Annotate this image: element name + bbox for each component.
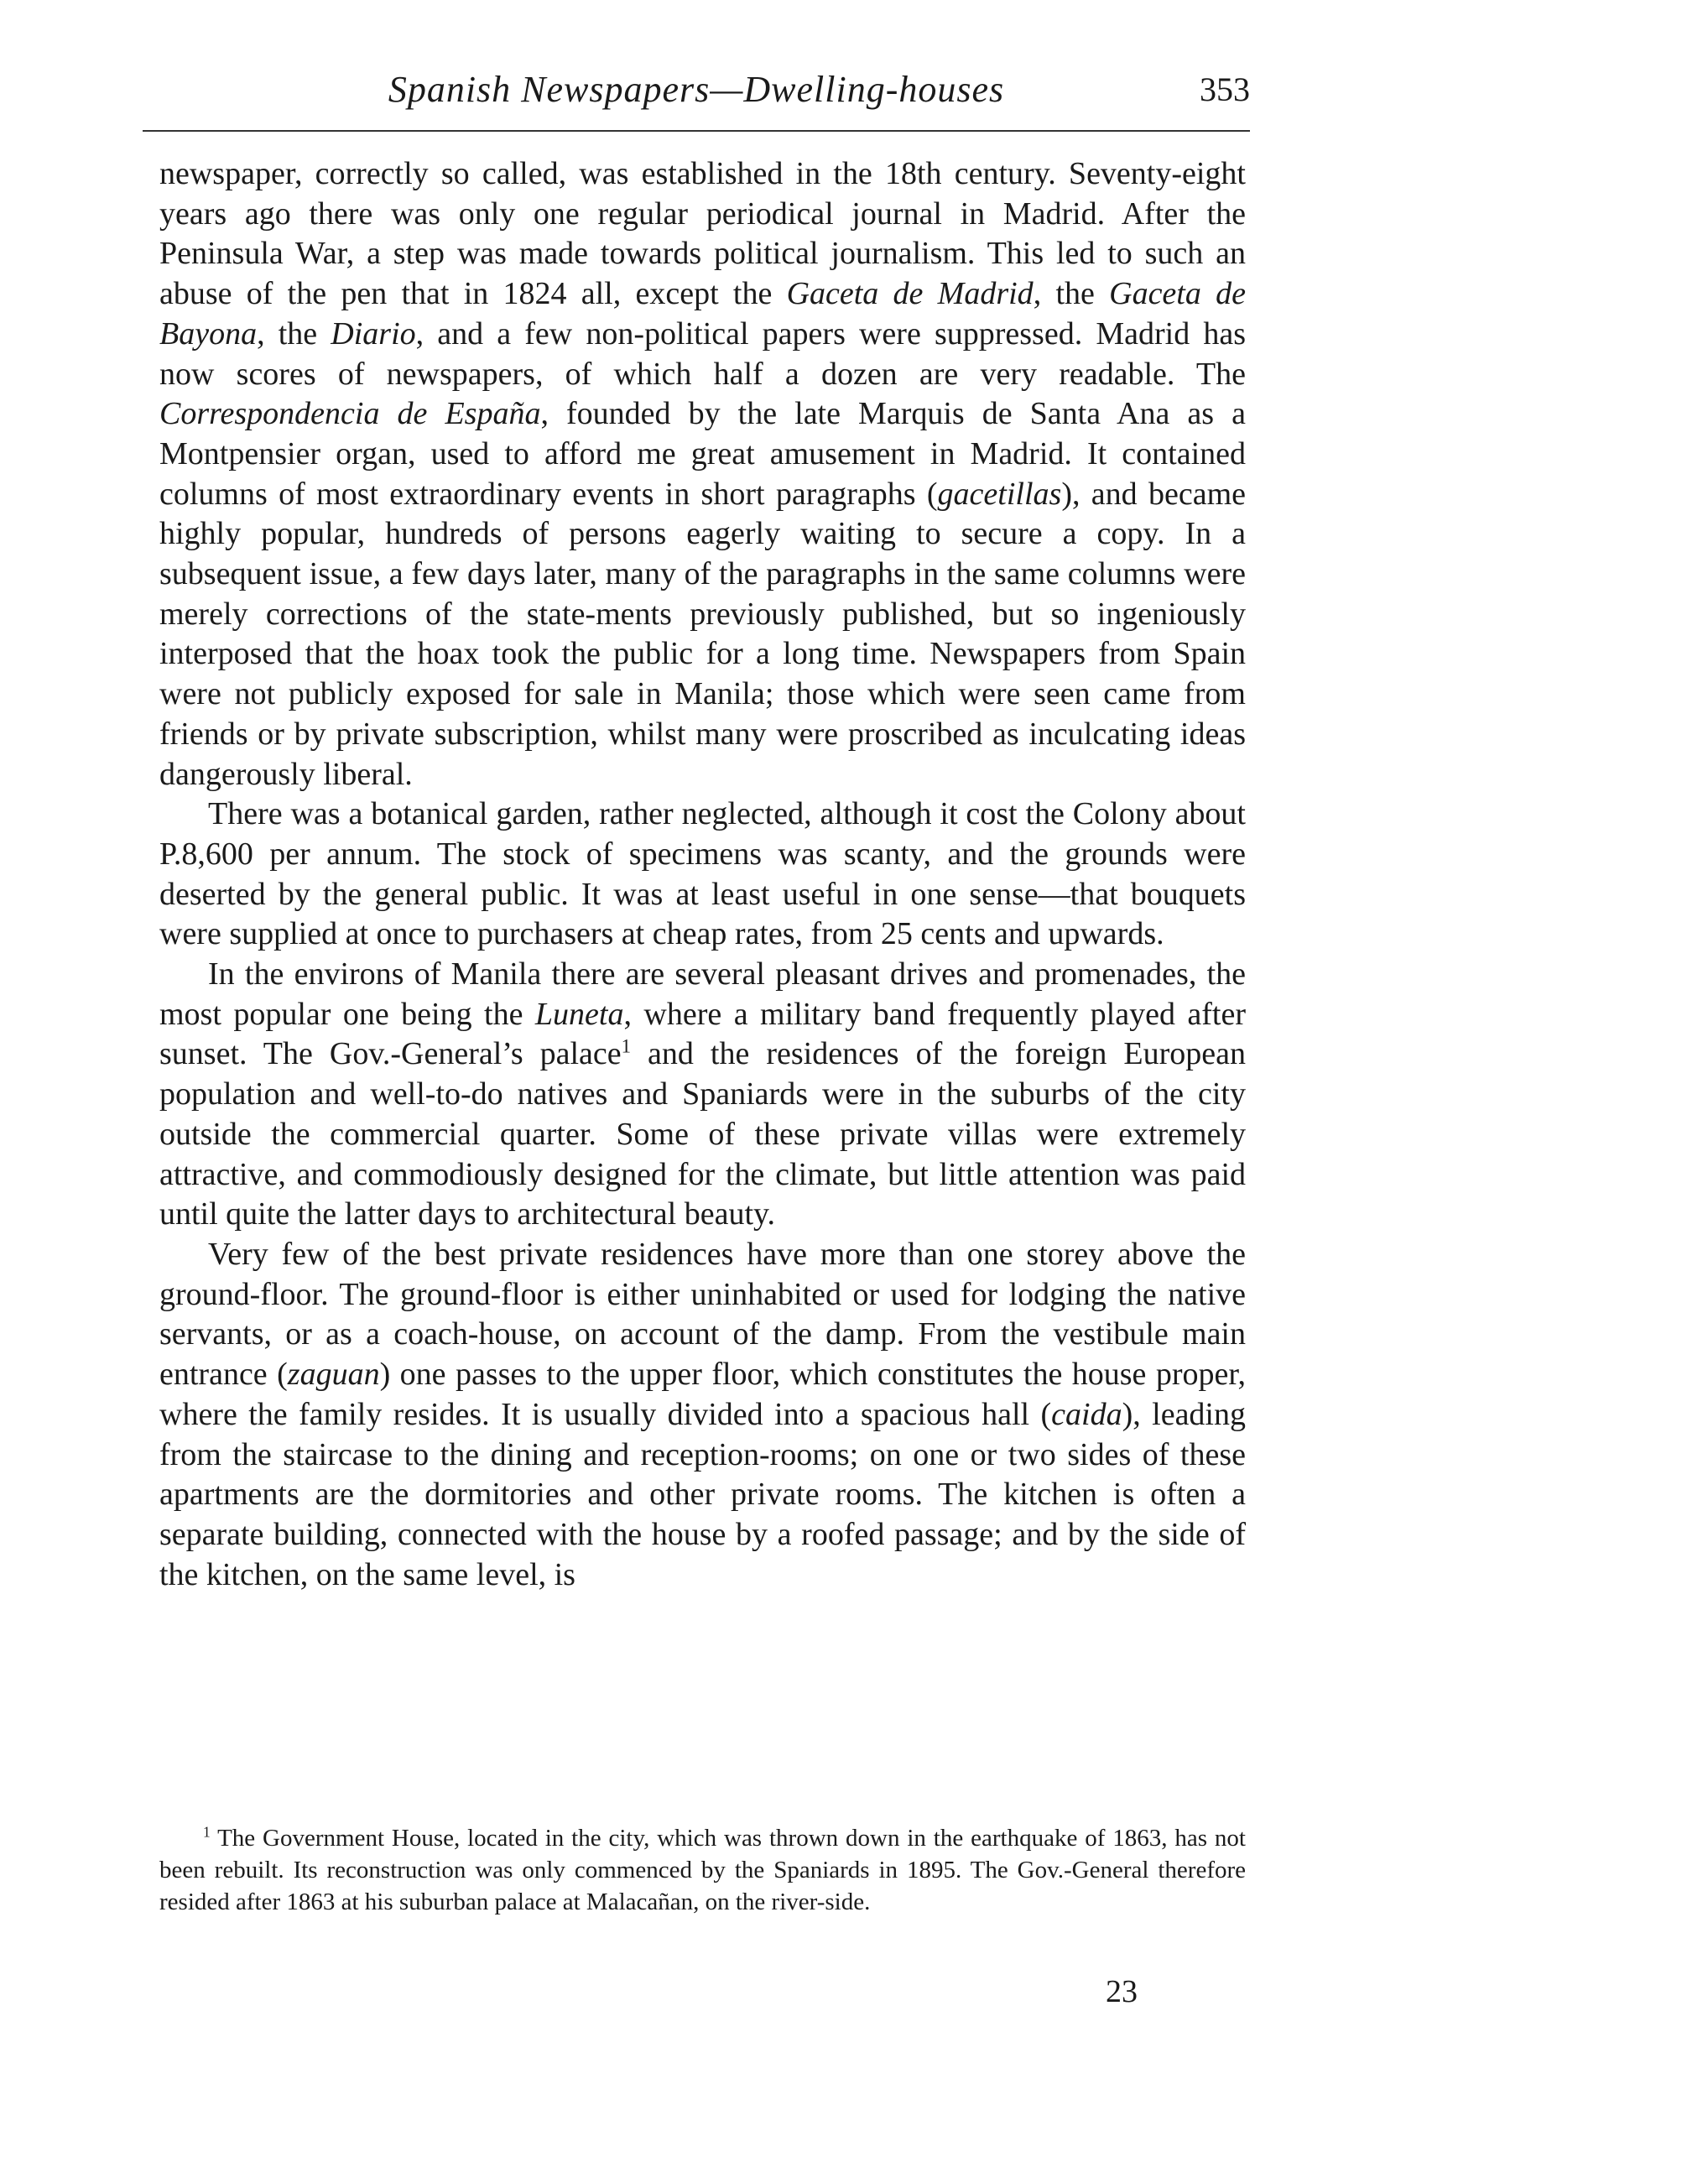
italic-title: Diario	[331, 315, 416, 352]
text-run: , the	[257, 315, 331, 352]
text-run: , founded by the late Marquis de Santa Ana as a Montpensier organ, used to afford me great amusement in Madrid. It contained columns of most extraordinary events in short paragraphs (	[159, 396, 1247, 512]
footnote-reference: 1	[621, 1035, 632, 1057]
italic-term: gacetillas	[937, 476, 1062, 512]
text-run: ), and became highly popular, hundreds of persons eagerly waiting to secure a copy. In a subsequent issue, a few days later, many of the paragraphs in the same columns were merely corrections of the state-ments previously published, but so ingeniously interposed that the hoax took the public for a long time. Newspapers from Spain were not publicly exposed for sale in Manila; those which were seen came from friends or by private subscription, whilst many were proscribed as inculcating ideas dangerously liberal.	[159, 476, 1246, 792]
footnote-text: The Government House, located in the city, which was thrown down in the earthquake of 1863, has not been rebuilt. Its reconstruction was only commenced by the Spaniards in 1895. The Gov.-General therefore resided after 1863 at his suburban palace at Malacañan, on the river-side.	[159, 1825, 1246, 1915]
italic-title: Gaceta de Bayona	[159, 276, 1246, 352]
body-text	[159, 154, 1246, 1595]
italic-title: Correspondencia de España	[159, 396, 541, 432]
running-head	[143, 63, 1250, 122]
italic-term: caida	[1051, 1396, 1122, 1432]
italic-term: zaguan	[287, 1357, 380, 1393]
paragraph-residences	[159, 1235, 1246, 1595]
text-run: newspaper, correctly so called, was established in the 18th century. Seventy-eight years ago there was only one regular periodical journal in Madrid. After the Peninsula War, a step was made towards political journalism. This led to such an abuse of the pen that in 1824 all, except the	[159, 156, 1246, 312]
text-run: ) one passes to the upper floor, which constitutes the house proper, where the family resides. It is usually divided into a spacious hall (	[159, 1357, 1246, 1432]
text-run: In the environs of Manila there are several pleasant drives and promenades, the most popular one being the	[159, 956, 1246, 1032]
running-title: Spanish Newspapers—Dwelling-houses	[388, 69, 1005, 110]
text-run: and the residences of the foreign European population and well-to-do natives and Spaniards were in the suburbs of the city outside the commercial quarter. Some of these private villas were extremely attractive, and commodiously designed for the climate, but little attention was paid until quite the latter days to architectural beauty.	[159, 1036, 1246, 1232]
italic-term: Luneta	[534, 996, 624, 1032]
footnote-marker: 1	[203, 1823, 211, 1841]
italic-title: Gaceta de Madrid	[786, 276, 1034, 312]
paragraph-newspapers	[159, 154, 1246, 794]
paragraph-environs	[159, 955, 1246, 1235]
text-run: Very few of the best private residences have more than one storey above the ground-floor. The ground-floor is either uninhabited or used for lodging the native servants, or as a coach-house, on account of the damp. From the vestibule main entrance (	[159, 1236, 1246, 1393]
text-run: , where a military band frequently played after sunset. The Gov.-General’s palace	[159, 996, 1246, 1072]
footnotes	[159, 1822, 1246, 1918]
page-number: 353	[1200, 70, 1250, 108]
signature-mark: 23	[1106, 1974, 1138, 2009]
footnote-1	[159, 1822, 1246, 1918]
text-run: ), leading from the staircase to the dining and reception-rooms; on one or two sides of these apartments are the dormitories and other private rooms. The kitchen is often a separate building, connected with the house by a roofed passage; and by the side of the kitchen, on the same level, is	[159, 1396, 1246, 1592]
header-rule	[143, 130, 1250, 132]
paragraph-botanical-garden: There was a botanical garden, rather neglected, although it cost the Colony about P.8,600 per annum. The stock of specimens was scanty, and the grounds were deserted by the general public. It was at least useful in one sense—that bouquets were supplied at once to purchasers at cheap rates, from 25 cents and upwards.	[159, 796, 1246, 952]
text-run: , and a few non-political papers were suppressed. Madrid has now scores of newspapers, of which half a dozen are very readable. The	[159, 315, 1246, 392]
text-run: , the	[1033, 276, 1110, 312]
